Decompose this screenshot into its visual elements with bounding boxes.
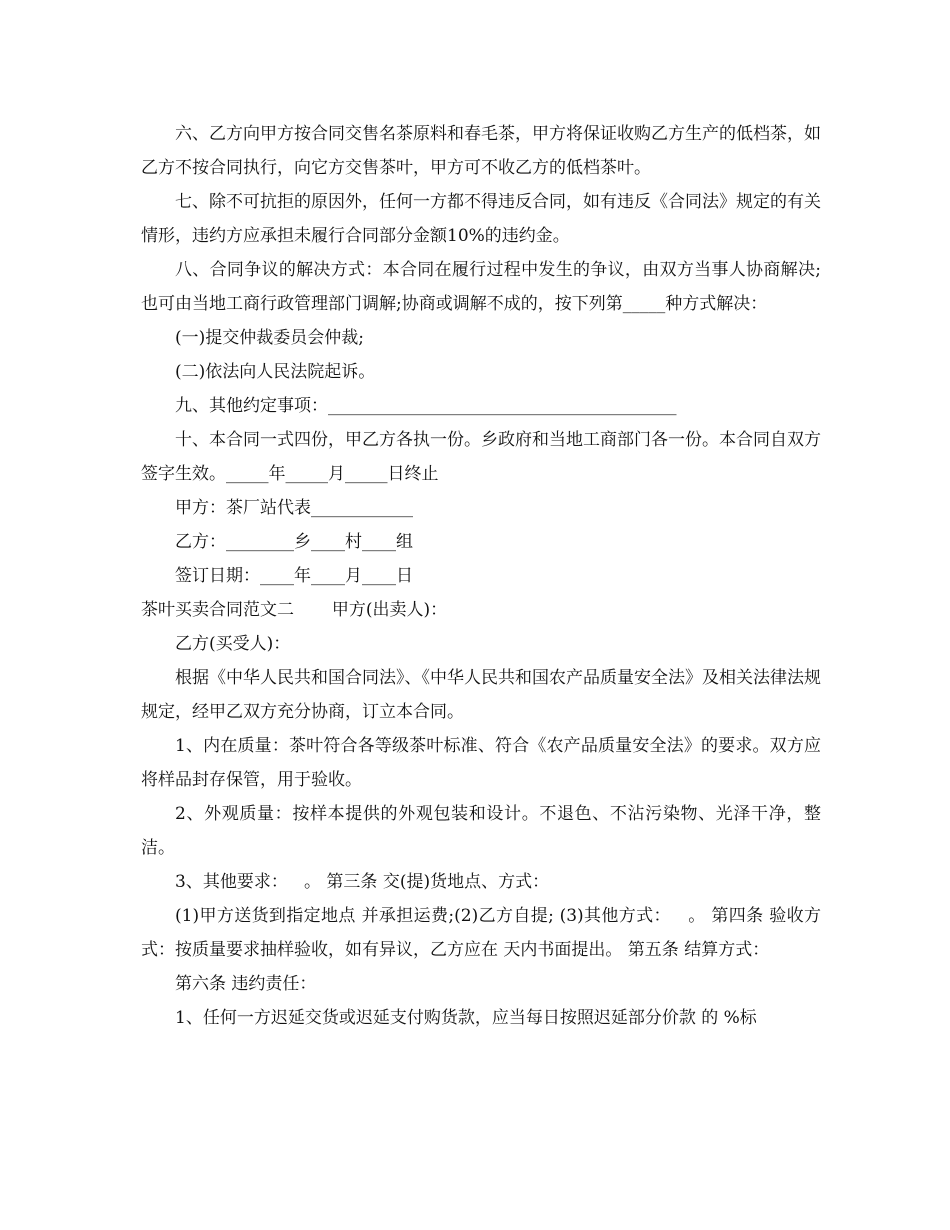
paragraph-clause-9: 九、其他约定事项：_________________________________________ — [175, 396, 677, 416]
section-heading-sample-2: 茶叶买卖合同范文二 甲方(出卖人)： — [141, 600, 448, 620]
paragraph-other-requirements: 3、其他要求： 。 第三条 交(提)货地点、方式： — [175, 872, 550, 892]
paragraph-appearance-quality: 2、外观质量：按样本提供的外观包装和设计。不退色、不沾污染物、光泽干净，整洁。 — [141, 804, 821, 858]
paragraph-delivery-methods: (1)甲方送货到指定地点 并承担运费;(2)乙方自提; (3)其他方式： 。 第四条 验收方式：按质量要求抽样验收，如有异议，乙方应在 天内书面提出。 第五条 结算方式： — [141, 906, 821, 960]
paragraph-preamble: 根据《中华人民共和国合同法》、《中华人民共和国农产品质量安全法》及相关法律法规规定，经甲乙双方充分协商，订立本合同。 — [141, 668, 821, 722]
paragraph-option-2: (二)依法向人民法院起诉。 — [175, 362, 376, 382]
paragraph-clause-10: 十、本合同一式四份，甲乙方各执一份。乡政府和当地工商部门各一份。本合同自双方签字生效。_____年_____月_____日终止 — [141, 430, 821, 484]
paragraph-late-penalty: 1、任何一方迟延交货或迟延支付购货款，应当每日按照迟延部分价款 的 %标 — [175, 1008, 757, 1028]
paragraph-clause-8: 八、合同争议的解决方式：本合同在履行过程中发生的争议，由双方当事人协商解决;也可由当地工商行政管理部门调解;协商或调解不成的，按下列第_____种方式解决： — [141, 260, 821, 314]
document-body — [141, 117, 821, 1035]
paragraph-internal-quality: 1、内在质量：茶叶符合各等级茶叶标准、符合《农产品质量安全法》的要求。双方应将样品封存保管，用于验收。 — [141, 736, 821, 790]
paragraph-article-6: 第六条 违约责任： — [175, 974, 317, 994]
paragraph-clause-6: 六、乙方向甲方按合同交售名茶原料和春毛茶，甲方将保证收购乙方生产的低档茶，如乙方不按合同执行，向它方交售茶叶，甲方可不收乙方的低档茶叶。 — [141, 124, 821, 178]
signature-party-b: 乙方：________乡____村____组 — [175, 532, 413, 552]
signature-party-a: 甲方：茶厂站代表____________ — [175, 498, 413, 518]
paragraph-clause-7: 七、除不可抗拒的原因外，任何一方都不得违反合同，如有违反《合同法》规定的有关情形，违约方应承担未履行合同部分金额10%的违约金。 — [141, 192, 821, 246]
signing-date: 签订日期：____年____月____日 — [175, 566, 413, 586]
party-b-buyer: 乙方(买受人)： — [175, 634, 291, 654]
paragraph-option-1: (一)提交仲裁委员会仲裁; — [175, 328, 364, 348]
